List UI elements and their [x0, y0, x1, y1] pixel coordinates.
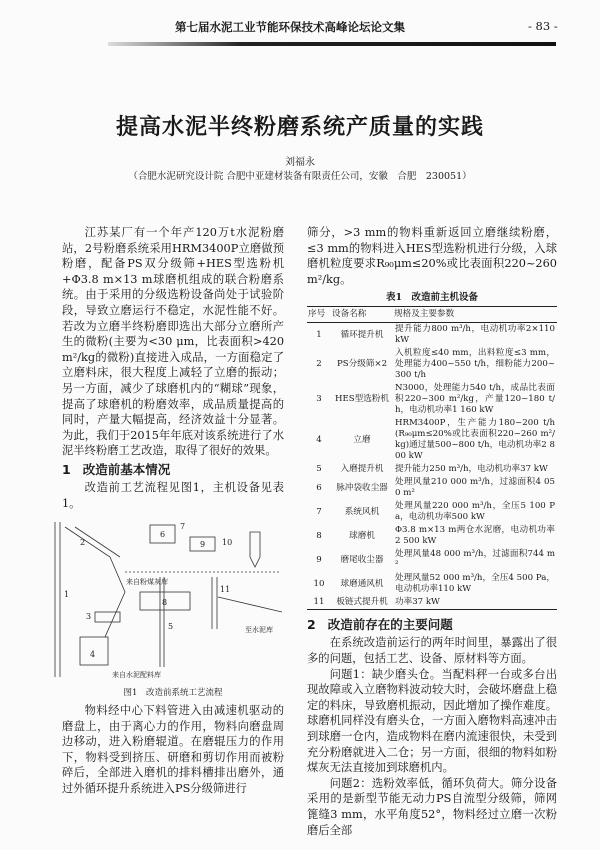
row-number: 3 [316, 394, 322, 405]
section-number: 2 [307, 617, 316, 633]
paragraph: 问题1：缺少磨头仓。当配料秤一台或多台出现故障或入立磨物料波动较大时，会破坏磨盘上稳定的料床，导致磨机振动，因此增加了操作难度。球磨机同样没有磨头仓，一方面入磨物料高速冲击到球磨一仓内，造成物料在磨内流速很快，未受到充分粉磨就进入二仓；另一方面，很细的物料如粉煤灰无法直接加到球磨机内。 [307, 667, 557, 775]
table-row [307, 476, 557, 500]
label-5: 5 [168, 622, 174, 632]
paragraph: 在系统改造前运行的两年时间里，暴露出了很多的问题，包括工艺、设备、原材料等方面。 [307, 636, 557, 665]
process-flow-figure [50, 517, 300, 685]
row-number: 11 [313, 597, 325, 608]
equipment-name: 板链式提升机 [336, 597, 388, 608]
label-6: 6 [160, 530, 166, 540]
specification: HRM3400P，生产能力180~200 t/h (R₉₀μm≤20%或比表面积220~260 m²/kg)通过量500~800 t/h，电动机功率2 800 kW [395, 418, 555, 462]
specification: 提升能力800 m³/h，电动机功率2×110 kW [395, 324, 555, 346]
page-number: - 83 - [528, 19, 558, 33]
elevator-1 [55, 522, 60, 677]
specification: 处理风量220 000 m³/h，全压5 100 Pa，电动机功率500 kW [395, 501, 555, 523]
label-2: 2 [80, 538, 86, 548]
section-title: 改造前存在的主要问题 [327, 617, 453, 633]
specification: 入机粒度≤40 mm，出料粒度≤3 mm，处理能力400~550 t/h，细粉能力200~300 t/h [395, 348, 555, 381]
equipment-name: 循环提升机 [340, 329, 384, 340]
elevator-5 [160, 577, 164, 667]
row-number: 10 [313, 578, 325, 589]
equipment-name: 磨尾收尘器 [340, 554, 384, 565]
table-row [307, 548, 557, 572]
author: 刘福永 [285, 157, 315, 168]
table-row [307, 347, 557, 382]
section-1-text: 改造前工艺流程见图1，主机设备见表1。 [62, 480, 284, 510]
section-1-heading [62, 461, 284, 478]
equipment-name: 立磨 [353, 434, 371, 445]
equipment-name: 球磨通风机 [340, 578, 384, 589]
paragraph: 筛分，>3 mm的物料重新返回立磨继续粉磨，≤3 mm的物料进入HES型选粉机进行分级，入球磨机粒度要求R₉₀μm≤20%或比表面积220~260 m²/kg。 [307, 226, 557, 286]
running-header: 第七届水泥工业节能环保技术高峰论坛论文集 [175, 20, 405, 34]
col-header: 规格及主要参数 [393, 307, 557, 323]
elevator-11 [212, 577, 217, 629]
paragraph: 问题2：选粉效率低，循环负荷大。筛分设备采用的是新型节能无动力PS自流型分级筛，筛网篦缝3 mm，水平角度52°，物料经过立磨一次粉磨后全部 [307, 776, 557, 837]
label-3: 3 [86, 612, 92, 622]
label-7: 7 [180, 522, 186, 532]
specification: 处理风量52 000 m³/h，全压4 500 Pa，电动机功率110 kW [395, 573, 555, 595]
equipment-table [307, 306, 557, 610]
equipment-name: 入磨提升机 [340, 464, 384, 475]
row-number: 8 [316, 530, 322, 541]
intro-paragraph: 江苏某厂有一个年产120万t水泥粉磨站，2号粉磨系统采用HRM3400P立磨做预粉磨，配备PS双分级筛+HES型选粉机+Φ3.8 m×13 m球磨机组成的联合粉磨系统。由于采用的分级选粉设备尚处于试验阶段，导致立磨运行不稳定，水泥性能不好。若改为立磨半终粉磨即选出大部分立磨所产生的微粉(主要为<30 μm，比表面积>420 m²/kg的微粉)直接进入成品，一方面稳定了立磨料床，很大程度上减轻了立磨的振动；另一方面，减少了球磨机内的“糊球”现象，提高了球磨机的粉磨效率，成品质量提高的同时，产量大幅提高，经济效益十分显著。为此，我们于2015年年底对该系统进行了水泥半终粉磨工艺改造，取得了很好的效果。 [62, 226, 284, 458]
row-number: 2 [316, 359, 322, 370]
table-row [307, 382, 557, 417]
specification: Φ3.8 m×13 m两仓水泥磨，电动机功率2 500 kW [395, 525, 555, 547]
equipment-name: HES型选粉机 [334, 394, 390, 405]
conveyor [218, 597, 282, 612]
page-header-area [0, 0, 600, 200]
table-row [307, 524, 557, 548]
section-number: 1 [62, 461, 71, 477]
col-header: 设备名称 [331, 307, 393, 323]
specification: 功率37 kW [395, 597, 440, 608]
label-to-cement-silo: 至水泥库 [245, 626, 273, 635]
right-column [307, 225, 557, 838]
header-rule [108, 42, 556, 46]
table-row [307, 500, 557, 524]
specification: 提升能力250 m³/h，电动机功率37 kW [395, 464, 548, 475]
col-header: 序号 [307, 307, 331, 323]
row-number: 5 [316, 464, 322, 475]
equipment-name: 脉冲袋收尘器 [336, 482, 388, 493]
table-row [307, 417, 557, 463]
table-row [307, 572, 557, 596]
label-1: 1 [64, 590, 70, 600]
equipment-name: 系统风机 [344, 506, 380, 517]
label-4: 4 [90, 650, 96, 660]
vertical-mill-table [95, 612, 120, 622]
equipment-name: 球磨机 [349, 530, 375, 541]
equipment-name: PS分级筛×2 [336, 359, 388, 370]
label-11: 11 [220, 585, 231, 595]
body-columns [0, 225, 600, 838]
label-raw-source: 来自水泥配料库 [112, 671, 161, 680]
table-row [307, 463, 557, 476]
section-title: 改造前基本情况 [82, 461, 171, 477]
left-column [62, 225, 284, 797]
table-row [307, 596, 557, 610]
section-2-heading [307, 616, 557, 633]
table-title: 表1 改造前主机设备 [385, 292, 479, 304]
specification: N3000，处理能力540 t/h，成品比表面积220~300 m²/kg，产量120~180 t/h，电动机功率1 160 kW [395, 383, 555, 416]
table-row [307, 323, 557, 348]
row-number: 7 [316, 506, 322, 517]
specification: 处理风量48 000 m³/h，过滤面积744 m² [395, 549, 555, 571]
affiliation: （合肥水泥研究设计院 合肥中亚建材装备有限责任公司，安徽 合肥 230051） [128, 171, 472, 182]
paragraph: 物料经中心下料管进入由减速机驱动的磨盘上，由于离心力的作用，物料向磨盘周边移动，进入粉磨辊道。在磨辊压力的作用下，物料受到挤压、研磨和剪切作用而被粉碎后，全部进入磨机的排料槽排出磨外，通过外循环提升系统进入PS分级筛进行 [62, 704, 284, 796]
figure-caption: 图1 改造前系统工艺流程 [123, 688, 223, 699]
silo [250, 532, 260, 567]
row-number: 4 [316, 434, 322, 445]
label-9: 9 [200, 540, 206, 550]
row-number: 1 [316, 329, 322, 340]
table-header-row [307, 307, 557, 323]
label-8: 8 [162, 598, 168, 608]
label-flyash-source: 来自粉煤灰库 [126, 578, 168, 587]
row-number: 6 [316, 482, 322, 493]
specification: 处理风量210 000 m³/h，过滤面积4 050 m² [395, 477, 555, 499]
row-number: 9 [316, 554, 322, 565]
label-10: 10 [222, 538, 233, 548]
paper-title: 提高水泥半终粉磨系统产质量的实践 [115, 115, 484, 140]
